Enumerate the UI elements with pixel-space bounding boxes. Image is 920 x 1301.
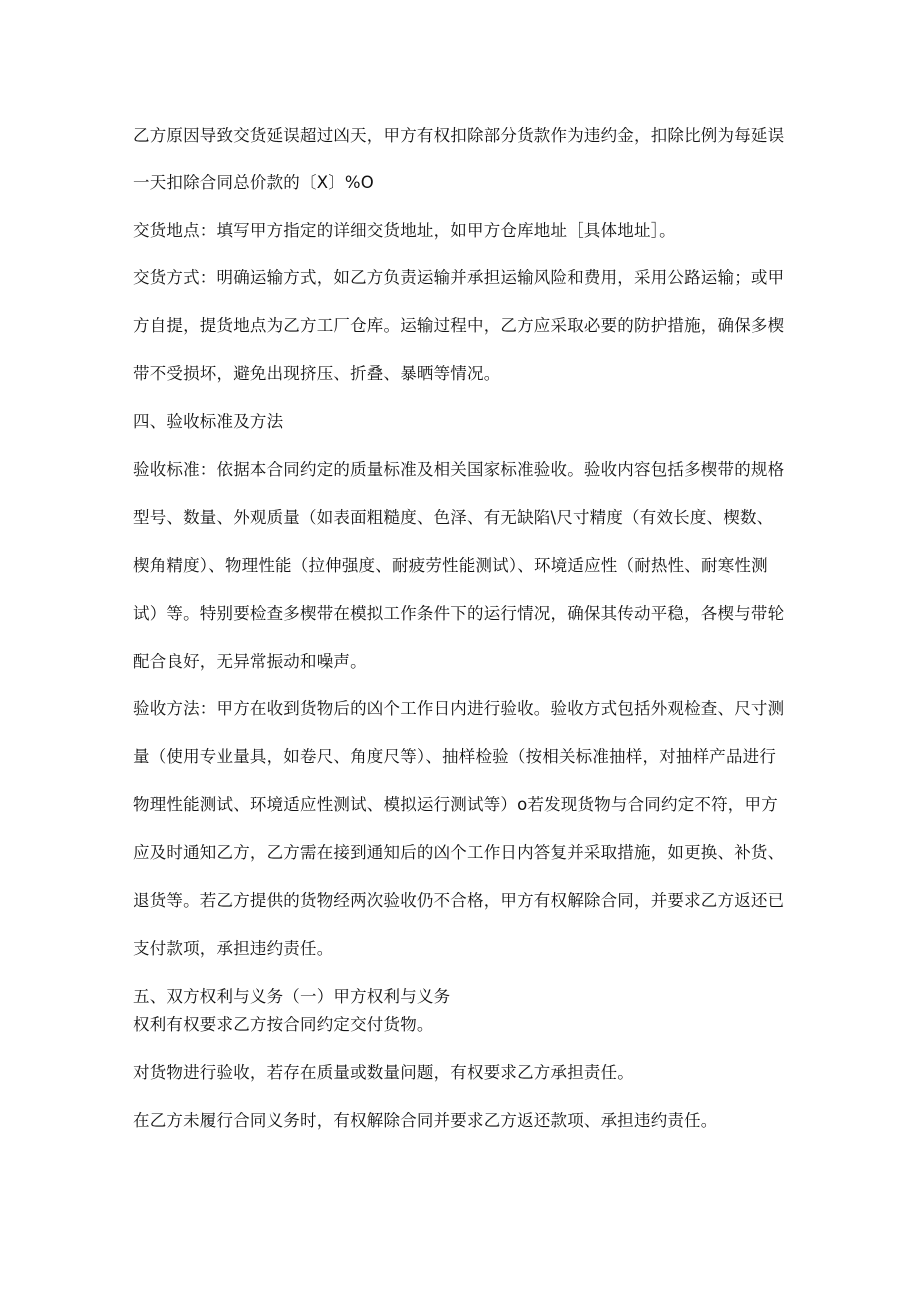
text-line: 验收方法：甲方在收到货物后的凶个工作日内进行验收。验收方式包括外观检查、尺寸测 — [133, 699, 785, 718]
text-line: 带不受损坏，避免出现挤压、折叠、暴晒等情况。 — [133, 364, 501, 383]
text-line: 楔角精度）、物理性能（拉伸强度、耐疲劳性能测试）、环境适应性（耐热性、耐寒性测 — [133, 556, 768, 575]
text-line: 交货方式：明确运输方式，如乙方负责运输并承担运输风险和费用，采用公路运输；或甲 — [133, 268, 785, 287]
text-line: 验收标准：依据本合同约定的质量标准及相关国家标准验收。验收内容包括多楔带的规格 — [133, 460, 785, 479]
text-line: 对货物进行验收，若存在质量或数量问题，有权要求乙方承担责任。 — [133, 1063, 634, 1082]
text-line: 试）等。特别要检查多楔带在模拟工作条件下的运行情况，确保其传动平稳，各楔与带轮 — [133, 604, 785, 623]
text-line: 配合良好，无异常振动和噪声。 — [133, 652, 367, 671]
text-line: 方自提，提货地点为乙方工厂仓库。运输过程中，乙方应采取必要的防护措施，确保多楔 — [133, 316, 785, 335]
text-line: 物理性能测试、环境适应性测试、模拟运行测试等）o若发现货物与合同约定不符，甲方 — [133, 795, 778, 814]
section-heading: 五、双方权利与义务（一）甲方权利与义务 — [133, 987, 451, 1006]
text-line: 权利有权要求乙方按合同约定交付货物。 — [133, 1015, 434, 1034]
text-line: 型号、数量、外观质量（如表面粗糙度、色泽、有无缺陷\尺寸精度（有效长度、楔数、 — [133, 508, 774, 527]
text-line: 支付款项，承担违约责任。 — [133, 939, 334, 958]
text-line: 量（使用专业量具，如卷尺、角度尺等）、抽样检验（按相关标准抽样，对抽样产品进行 — [133, 747, 777, 766]
text-line: 一天扣除合同总价款的〔X〕%O — [133, 173, 374, 192]
text-line: 退货等。若乙方提供的货物经两次验收仍不合格，甲方有权解除合同，并要求乙方返还已 — [133, 891, 785, 910]
section-heading: 四、验收标准及方法 — [133, 412, 284, 431]
text-line: 应及时通知乙方，乙方需在接到通知后的凶个工作日内答复并采取措施，如更换、补货、 — [133, 843, 785, 862]
text-line: 乙方原因导致交货延误超过凶天，甲方有权扣除部分货款作为违约金，扣除比例为每延误 — [133, 126, 785, 145]
text-line: 在乙方未履行合同义务时，有权解除合同并要求乙方返还款项、承担违约责任。 — [133, 1111, 718, 1130]
text-line: 交货地点：填写甲方指定的详细交货地址，如甲方仓库地址［具体地址］。 — [133, 221, 676, 240]
